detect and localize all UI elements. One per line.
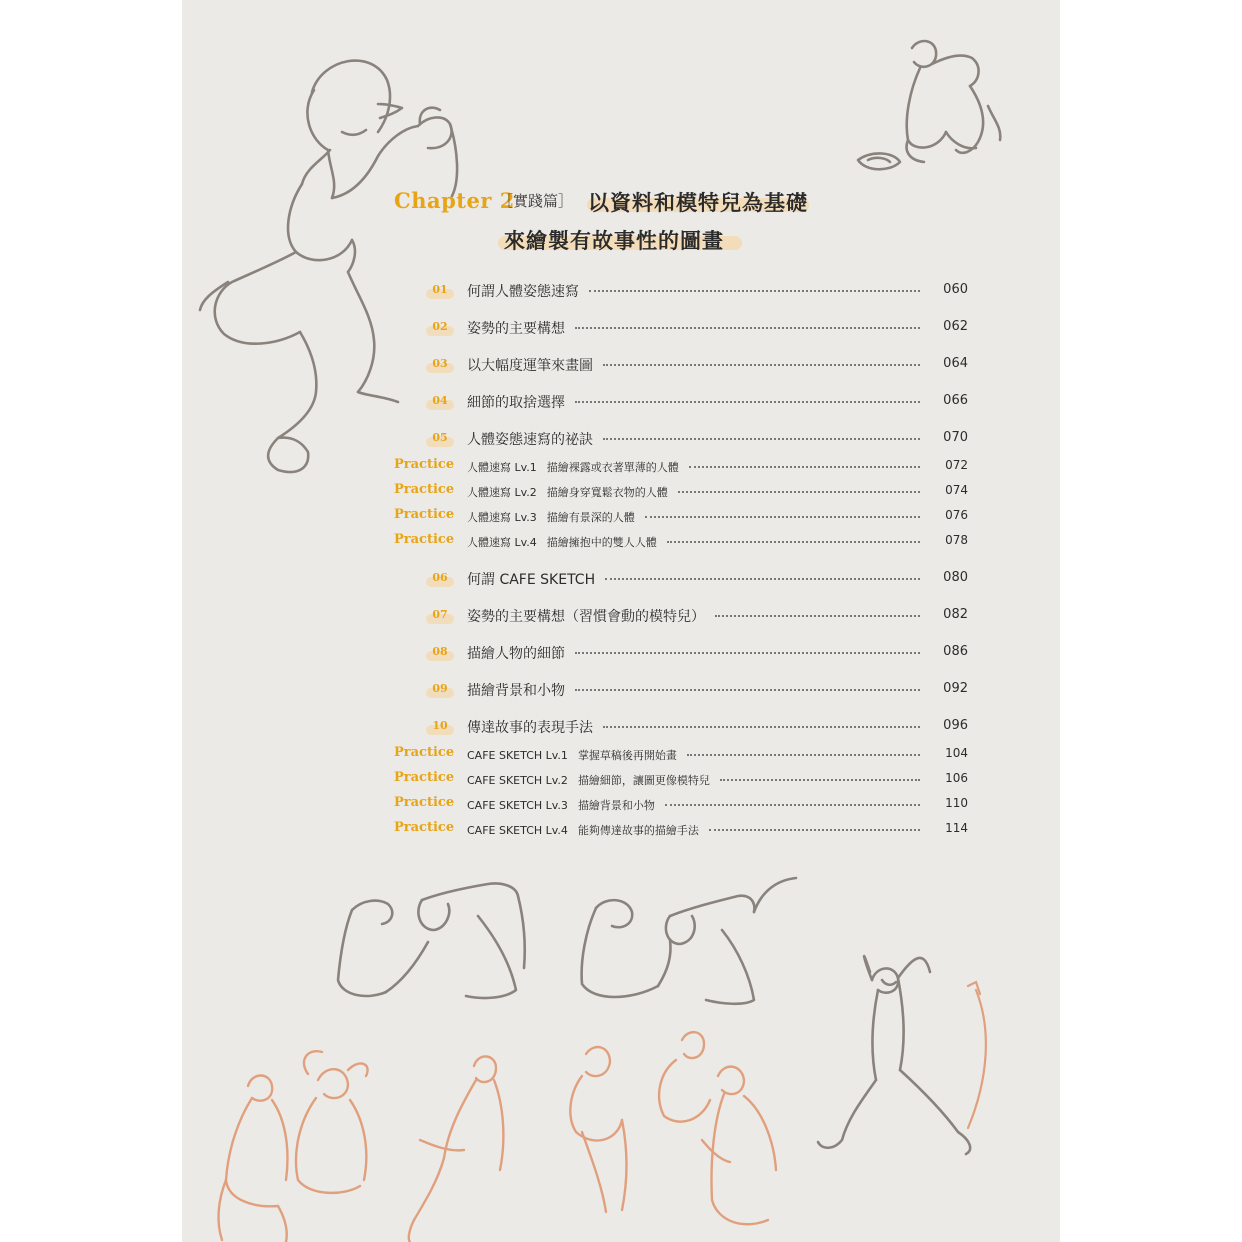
book-page (182, 0, 1060, 1242)
practice-label: Practice (394, 745, 455, 760)
toc-number: 05 (432, 431, 448, 444)
toc-page-number: 064 (943, 356, 968, 371)
chapter-kind: ［實踐篇］ (498, 192, 574, 210)
toc-page-number: 076 (945, 508, 968, 522)
dot-leader (575, 327, 920, 329)
toc-page-number: 106 (945, 771, 968, 785)
toc-title (467, 318, 565, 338)
toc-title-text: 細節的取捨選擇 (467, 395, 565, 411)
toc-title-text: 傳達故事的表現手法 (467, 720, 593, 736)
toc-title-text: CAFE SKETCH Lv.1 (467, 749, 568, 762)
toc-practice-entry (182, 507, 1060, 531)
toc-entry (182, 605, 1060, 629)
toc-title-text: 姿勢的主要構想 (467, 321, 565, 337)
toc-number: 01 (432, 283, 448, 296)
dot-leader (605, 578, 920, 580)
chapter-header (182, 0, 1060, 260)
toc-title-text: CAFE SKETCH Lv.3 (467, 799, 568, 812)
toc-description: 掌握草稿後再開始畫 (577, 749, 677, 762)
toc-entry (182, 642, 1060, 666)
toc-practice-entry (182, 532, 1060, 556)
toc-title-text: 人體速寫 Lv.4 (467, 536, 537, 549)
toc-title-text: 姿勢的主要構想（習慣會動的模特兒） (467, 609, 705, 625)
toc-page-number: 066 (943, 393, 968, 408)
chapter-label: Chapter 2 (394, 188, 515, 213)
cafe-people-sketches (219, 1032, 776, 1242)
toc-practice-entry (182, 770, 1060, 794)
dot-leader (575, 401, 920, 403)
jumping-figure-sketch (818, 956, 970, 1154)
dot-leader (689, 466, 920, 468)
toc-title (467, 281, 579, 301)
toc-title (467, 509, 635, 525)
toc-number: 06 (432, 571, 448, 584)
toc-entry (182, 354, 1060, 378)
curved-arrow-sketch (968, 982, 986, 1128)
toc-title (467, 484, 668, 500)
toc-title (467, 459, 679, 475)
toc-page-number: 092 (943, 681, 968, 696)
toc-title-text: 人體姿態速寫的祕訣 (467, 432, 593, 448)
toc-page-number: 096 (943, 718, 968, 733)
toc-title (467, 747, 677, 763)
toc-description: 描繪擁抱中的雙人人體 (546, 536, 657, 549)
toc-page-number: 072 (945, 458, 968, 472)
toc-title (467, 569, 595, 589)
toc-page-number: 082 (943, 607, 968, 622)
toc-title (467, 717, 593, 737)
toc-description: 描繪有景深的人體 (546, 511, 635, 524)
toc-description: 描繪身穿寬鬆衣物的人體 (546, 486, 668, 499)
dot-leader (575, 652, 920, 654)
toc-title (467, 355, 593, 375)
toc-entry (182, 716, 1060, 740)
toc-practice-entry (182, 482, 1060, 506)
practice-label: Practice (394, 820, 455, 835)
toc-title (467, 392, 565, 412)
dot-leader (575, 689, 920, 691)
toc-page-number: 110 (945, 796, 968, 810)
toc-title (467, 680, 565, 700)
dot-leader (709, 829, 920, 831)
toc-number: 09 (432, 682, 448, 695)
dot-leader (720, 779, 920, 781)
toc-title-text: 人體速寫 Lv.2 (467, 486, 537, 499)
toc-number: 03 (432, 357, 448, 370)
dot-leader (715, 615, 920, 617)
toc-entry (182, 428, 1060, 452)
dot-leader (667, 541, 920, 543)
chapter-title-line2: 來繪製有故事性的圖畫 (504, 229, 724, 253)
toc-practice-entry (182, 457, 1060, 481)
dot-leader (603, 726, 920, 728)
dot-leader (665, 804, 920, 806)
arm-sketches (338, 878, 796, 1004)
toc-number: 02 (432, 320, 448, 333)
practice-label: Practice (394, 532, 455, 547)
toc-page-number: 104 (945, 746, 968, 760)
practice-label: Practice (394, 457, 455, 472)
toc-entry (182, 568, 1060, 592)
toc-title-text: 何謂人體姿態速寫 (467, 284, 579, 300)
toc-title-text: 何謂 CAFE SKETCH (467, 572, 596, 588)
dot-leader (645, 516, 920, 518)
toc-title-text: CAFE SKETCH Lv.2 (467, 774, 568, 787)
dot-leader (678, 491, 920, 493)
toc-entry (182, 679, 1060, 703)
toc-description: 描繪裸露或衣著單薄的人體 (546, 461, 679, 474)
toc-page-number: 080 (943, 570, 968, 585)
toc-title-text: 描繪背景和小物 (467, 683, 565, 699)
toc-page-number: 114 (945, 821, 968, 835)
dot-leader (603, 364, 920, 366)
toc-title (467, 606, 705, 626)
toc-title-text: 描繪人物的細節 (467, 646, 565, 662)
toc-title-text: CAFE SKETCH Lv.4 (467, 824, 568, 837)
toc-page-number: 074 (945, 483, 968, 497)
toc-entry (182, 391, 1060, 415)
toc-number: 04 (432, 394, 448, 407)
toc-practice-entry (182, 795, 1060, 819)
toc-practice-entry (182, 745, 1060, 769)
toc-entry (182, 280, 1060, 304)
toc-entry (182, 317, 1060, 341)
toc-practice-entry (182, 820, 1060, 844)
toc-title (467, 822, 699, 838)
toc-title (467, 643, 565, 663)
toc-page-number: 060 (943, 282, 968, 297)
dot-leader (589, 290, 920, 292)
toc-title (467, 772, 710, 788)
toc-description: 描繪背景和小物 (577, 799, 655, 812)
practice-label: Practice (394, 507, 455, 522)
toc-page-number: 062 (943, 319, 968, 334)
toc-description: 描繪細節，讓圖更像模特兒 (577, 774, 710, 787)
dot-leader (603, 438, 920, 440)
toc-page-number: 070 (943, 430, 968, 445)
toc-title (467, 797, 655, 813)
toc-title-text: 人體速寫 Lv.3 (467, 511, 537, 524)
toc-number: 07 (432, 608, 448, 621)
toc-title-text: 以大幅度運筆來畫圖 (467, 358, 593, 374)
toc-page-number: 078 (945, 533, 968, 547)
toc-number: 10 (432, 719, 448, 732)
toc-description: 能夠傳達故事的描繪手法 (577, 824, 699, 837)
toc-title (467, 429, 593, 449)
practice-label: Practice (394, 795, 455, 810)
toc-page-number: 086 (943, 644, 968, 659)
practice-label: Practice (394, 482, 455, 497)
chapter-title-line1: 以資料和模特兒為基礎 (588, 191, 808, 215)
toc-title (467, 534, 657, 550)
toc-title-text: 人體速寫 Lv.1 (467, 461, 537, 474)
dot-leader (687, 754, 920, 756)
practice-label: Practice (394, 770, 455, 785)
toc-number: 08 (432, 645, 448, 658)
